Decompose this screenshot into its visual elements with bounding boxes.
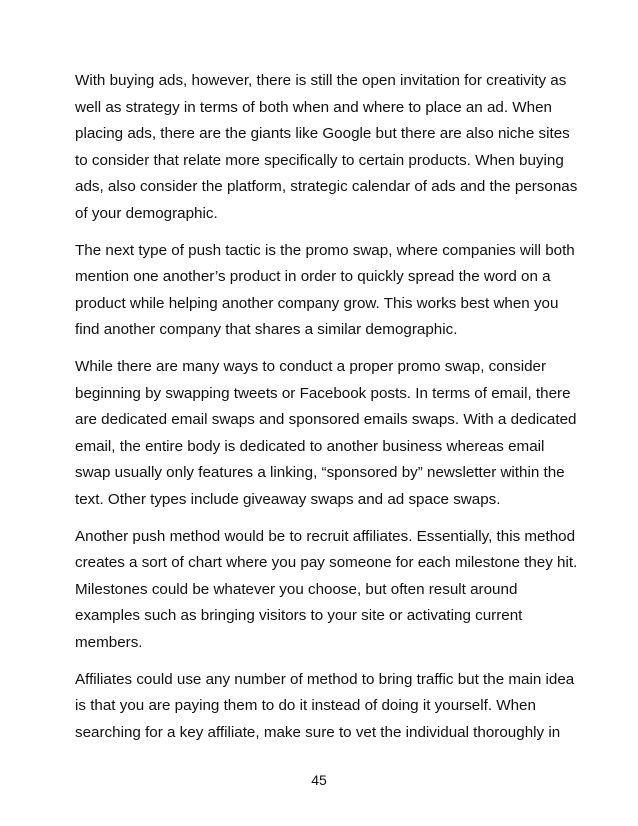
text-line: searching for a key affiliate, make sure to vet the individual thoroughly in	[75, 723, 561, 741]
page-number: 45	[311, 772, 327, 788]
text-line: text. Other types include giveaway swaps and ad space swaps.	[75, 490, 501, 508]
text-line: swap usually only features a linking, “sponsored by” newsletter within the	[75, 464, 565, 481]
text-line: product while helping another company grow. This works best when you	[75, 294, 559, 312]
text-line: beginning by swapping tweets or Facebook posts. In terms of email, there	[75, 384, 571, 402]
text-line: are dedicated email swaps and sponsored emails swaps. With a dedicated	[75, 411, 577, 428]
text-line: creates a sort of chart where you pay someone for each milestone they hit.	[75, 554, 578, 571]
text-line: email, the entire body is dedicated to another business whereas email	[75, 437, 545, 455]
text-line: is that you are paying them to do it instead of doing it yourself. When	[75, 697, 536, 714]
text-line: well as strategy in terms of both when and where to place an ad. When	[75, 98, 552, 116]
text-line: of your demographic.	[75, 204, 218, 222]
text-line: Milestones could be whatever you choose, but often result around	[75, 580, 518, 598]
paragraph-buying-ads	[75, 68, 578, 227]
text-line: members.	[75, 633, 143, 651]
text-line: Affiliates could use any number of method to bring traffic but the main idea	[75, 670, 575, 688]
body-text	[75, 68, 578, 757]
text-line: find another company that shares a similar demographic.	[75, 321, 458, 338]
text-line: ads, also consider the platform, strategic calendar of ads and the personas	[75, 178, 578, 195]
text-line: mention one another’s product in order to quickly spread the word on a	[75, 268, 551, 285]
paragraph-promo-swap	[75, 238, 575, 344]
paragraph-affiliates	[75, 524, 578, 657]
text-line: With buying ads, however, there is still the open invitation for creativity as	[75, 72, 567, 89]
paragraph-affiliate-traffic	[75, 667, 575, 747]
text-line: Another push method would be to recruit affiliates. Essentially, this method	[75, 527, 576, 545]
text-line: The next type of push tactic is the promo swap, where companies will both	[75, 241, 575, 259]
text-line: placing ads, there are the giants like Google but there are also niche sites	[75, 125, 570, 142]
text-line: to consider that relate more specifically to certain products. When buying	[75, 151, 564, 169]
text-line: examples such as bringing visitors to your site or activating current	[75, 607, 523, 624]
paragraph-swap-methods	[75, 354, 575, 513]
text-line: While there are many ways to conduct a proper promo swap, consider	[75, 358, 547, 375]
